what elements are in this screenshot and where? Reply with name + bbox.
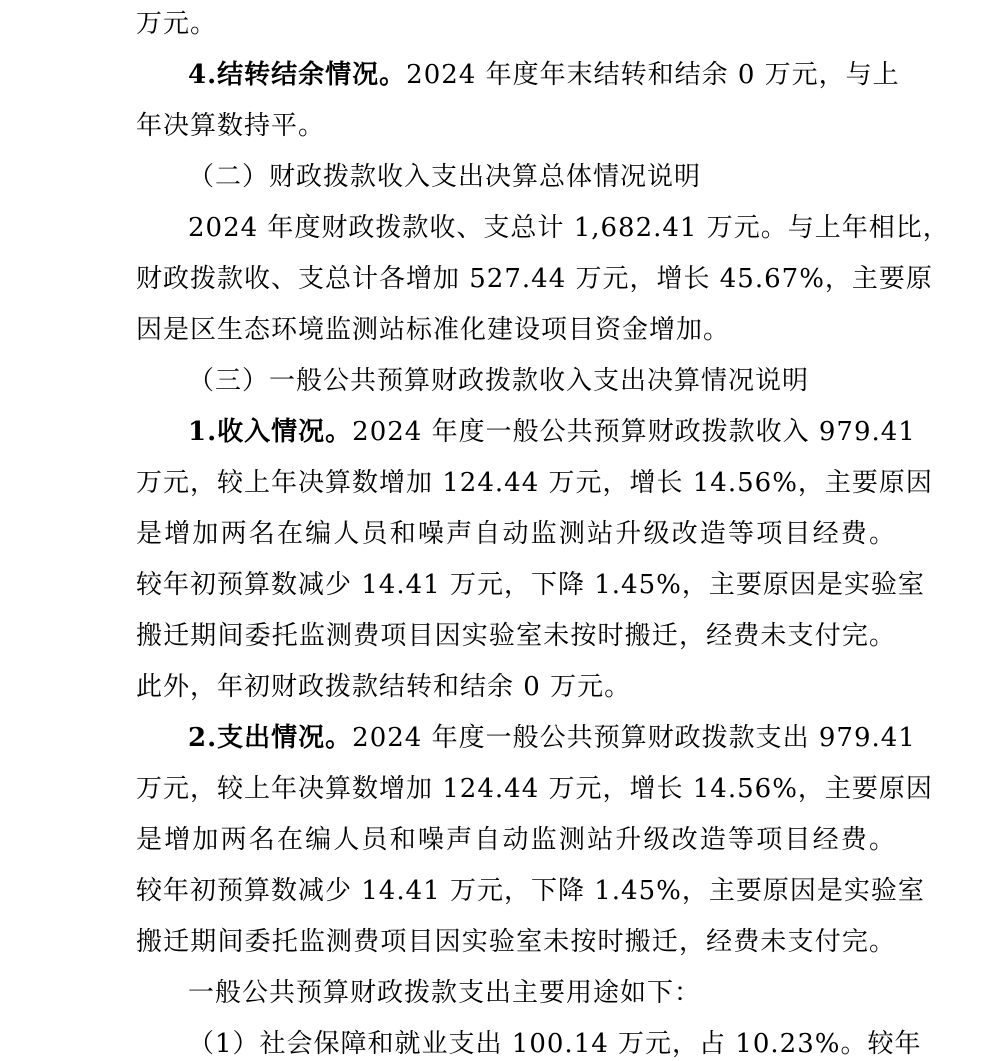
heading-text: （三）一般公共预算财政拨款收入支出决算情况说明 bbox=[188, 366, 810, 396]
text-line bbox=[188, 1027, 922, 1061]
section-lead: 2.支出情况。 bbox=[188, 723, 353, 753]
line-text: 因是区生态环境监测站标准化建设项目资金增加。 bbox=[136, 315, 731, 345]
text-line bbox=[136, 109, 896, 143]
line-text: 2024 年度一般公共预算财政拨款收入 979.41 bbox=[352, 417, 916, 447]
text-line bbox=[136, 313, 896, 347]
text-line bbox=[136, 670, 896, 704]
line-text: 2024 年度一般公共预算财政拨款支出 979.41 bbox=[352, 723, 916, 753]
line-text: 搬迁期间委托监测费项目因实验室未按时搬迁，经费未支付完。 bbox=[136, 621, 896, 651]
line-text: 搬迁期间委托监测费项目因实验室未按时搬迁，经费未支付完。 bbox=[136, 927, 896, 957]
section-lead: 4.结转结余情况。 bbox=[188, 60, 407, 90]
line-text: 较年初预算数减少 14.41 万元，下降 1.45%，主要原因是实验室 bbox=[136, 570, 925, 600]
line-text: 万元，较上年决算数增加 124.44 万元，增长 14.56%，主要原因 bbox=[136, 774, 933, 804]
text-line bbox=[136, 619, 896, 653]
line-text: 2024 年度财政拨款收、支总计 1,682.41 万元。与上年相比， bbox=[188, 213, 950, 243]
heading-text: （二）财政拨款收入支出决算总体情况说明 bbox=[188, 162, 702, 192]
line-text: 财政拨款收、支总计各增加 527.44 万元，增长 45.67%，主要原 bbox=[136, 264, 933, 294]
line-text: 是增加两名在编人员和噪声自动监测站升级改造等项目经费。 bbox=[136, 519, 896, 549]
section-heading bbox=[188, 364, 948, 398]
text-line bbox=[136, 772, 933, 806]
text-line bbox=[136, 466, 933, 500]
line-text: 万元，较上年决算数增加 124.44 万元，增长 14.56%，主要原因 bbox=[136, 468, 933, 498]
text-line bbox=[188, 976, 896, 1010]
paragraph-heading-line bbox=[188, 415, 916, 449]
line-text: 较年初预算数减少 14.41 万元，下降 1.45%，主要原因是实验室 bbox=[136, 876, 925, 906]
line-text: 是增加两名在编人员和噪声自动监测站升级改造等项目经费。 bbox=[136, 825, 896, 855]
text-line bbox=[136, 925, 896, 959]
text-line bbox=[188, 211, 950, 245]
line-text: 2024 年度年末结转和结余 0 万元，与上 bbox=[406, 60, 900, 90]
line-text: 此外，年初财政拨款结转和结余 0 万元。 bbox=[136, 672, 632, 702]
section-heading bbox=[188, 160, 948, 194]
line-text: 一般公共预算财政拨款支出主要用途如下： bbox=[188, 978, 702, 1008]
text-line bbox=[136, 874, 925, 908]
line-text: 年决算数持平。 bbox=[136, 111, 326, 141]
paragraph-heading-line bbox=[188, 58, 900, 92]
text-line bbox=[136, 823, 896, 857]
line-text: （1）社会保障和就业支出 100.14 万元，占 10.23%。较年 bbox=[188, 1029, 922, 1059]
line-text: 万元。 bbox=[136, 9, 218, 39]
paragraph-heading-line bbox=[188, 721, 916, 755]
section-lead: 1.收入情况。 bbox=[188, 417, 353, 447]
text-line bbox=[136, 568, 925, 602]
text-line bbox=[136, 262, 933, 296]
text-line bbox=[136, 7, 896, 41]
text-line bbox=[136, 517, 896, 551]
